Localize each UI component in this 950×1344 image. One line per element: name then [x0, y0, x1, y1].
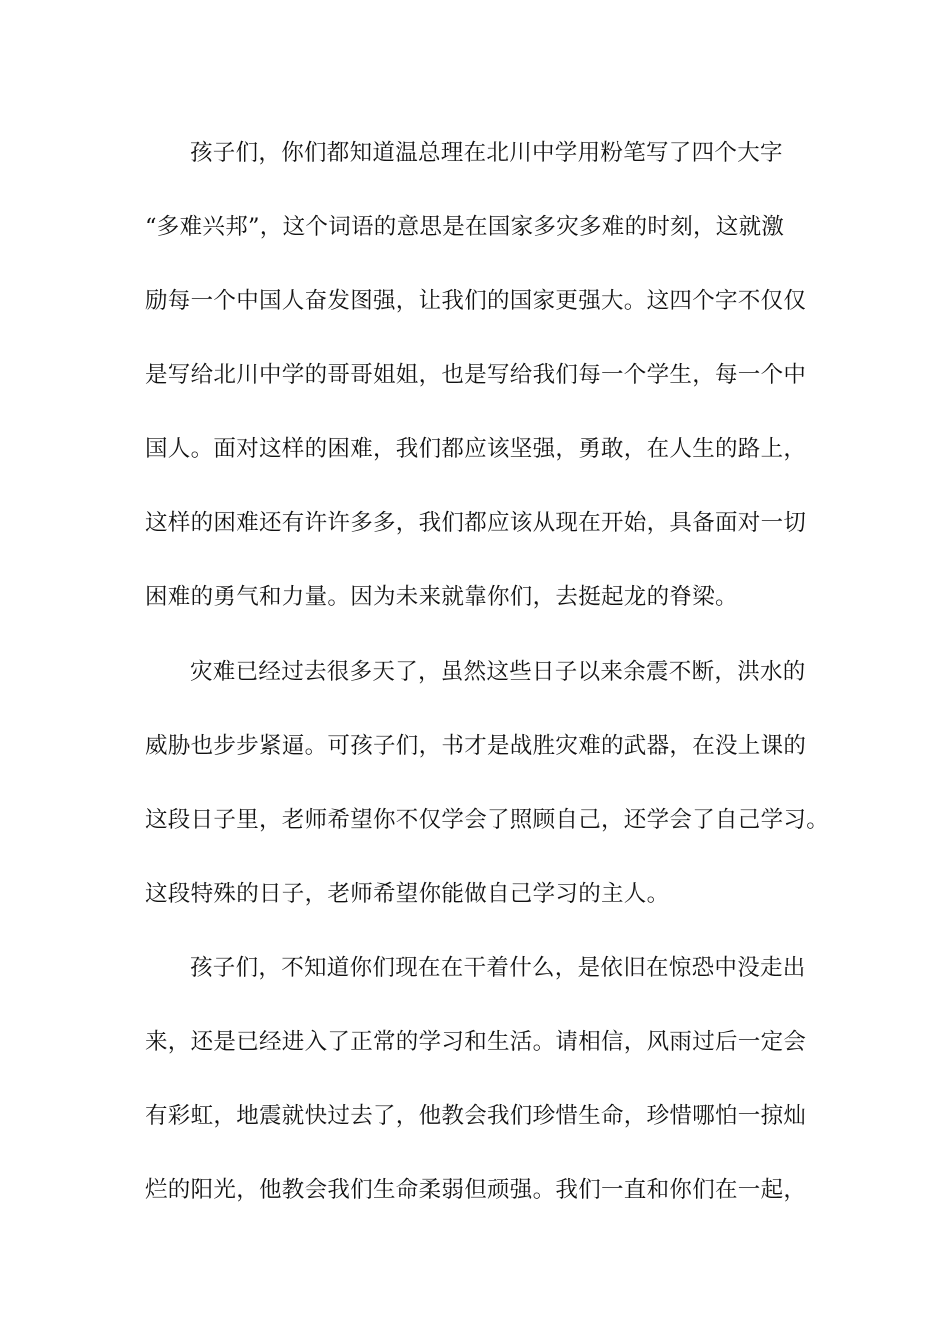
paragraph-2-line-3: 这段日子里，老师希望你不仅学会了照顾自己，还学会了自己学习。 — [145, 807, 830, 833]
paragraph-3-line-2: 来，还是已经进入了正常的学习和生活。请相信，风雨过后一定会 — [145, 1029, 807, 1055]
paragraph-3-line-3: 有彩虹，地震就快过去了，他教会我们珍惜生命，珍惜哪怕一掠灿 — [145, 1103, 807, 1129]
paragraph-2-line-1: 灾难已经过去很多天了，虽然这些日子以来余震不断，洪水的 — [190, 659, 806, 685]
paragraph-1-line-7: 困难的勇气和力量。因为未来就靠你们，去挺起龙的脊梁。 — [145, 584, 738, 610]
paragraph-2-line-2: 威胁也步步紧逼。可孩子们，书才是战胜灾难的武器，在没上课的 — [145, 733, 807, 759]
paragraph-1-line-3: 励每一个中国人奋发图强，让我们的国家更强大。这四个字不仅仅 — [145, 288, 807, 314]
paragraph-1-line-2: “多难兴邦”，这个词语的意思是在国家多灾多难的时刻，这就激 — [145, 214, 785, 240]
paragraph-1-line-1: 孩子们，你们都知道温总理在北川中学用粉笔写了四个大字 — [190, 140, 783, 166]
paragraph-3-line-4: 烂的阳光，他教会我们生命柔弱但顽强。我们一直和你们在一起， — [145, 1177, 807, 1203]
paragraph-2-line-4: 这段特殊的日子，老师希望你能做自己学习的主人。 — [145, 881, 670, 907]
paragraph-1-line-4: 是写给北川中学的哥哥姐姐，也是写给我们每一个学生，每一个中 — [145, 362, 807, 388]
paragraph-1-line-6: 这样的困难还有许许多多，我们都应该从现在开始，具备面对一切 — [145, 510, 807, 536]
paragraph-1-line-5: 国人。面对这样的困难，我们都应该坚强，勇敢，在人生的路上， — [145, 436, 807, 462]
paragraph-3-line-1: 孩子们，不知道你们现在在干着什么，是依旧在惊恐中没走出 — [190, 955, 806, 981]
